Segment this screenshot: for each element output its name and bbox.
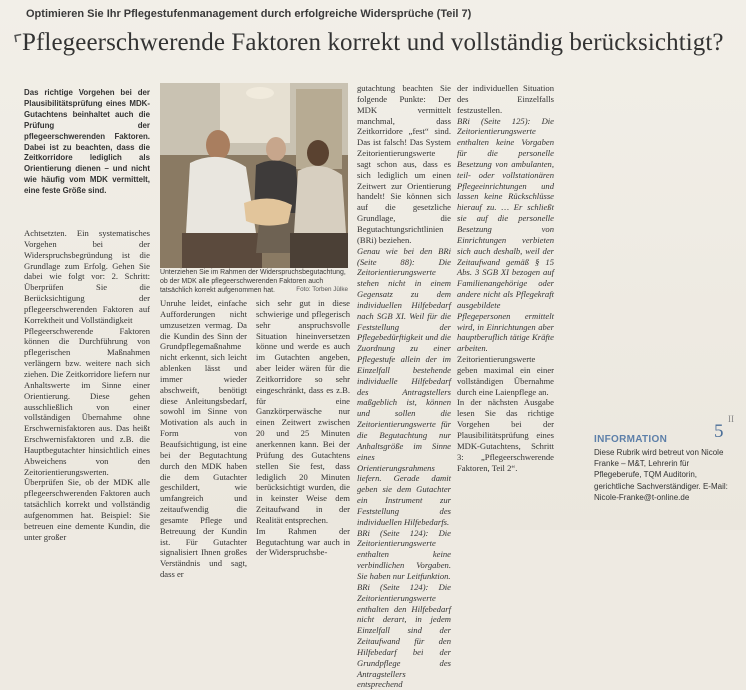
paragraph: Pflegeerschwerende Faktoren können die Durchführung von pflegerischen Maßnahmen verlängern bzw. weitere nach sich ziehen. Die Zeitkorridore liefern nur Anhaltswerte im Sinne einer Orientierung. Diese gehen ausschließlich von einer vollständigen Übernahme ohne Erschwernisfaktoren aus. Das heißt Erschwernisfaktoren und z.B. die Hauptbegutachter hinsichtlich eines Abweichens von den Zeitorientierungswerten.	[24, 325, 150, 477]
series-kicker: Optimieren Sie Ihr Pflegestufenmanagement durch erfolgreiche Widersprüche (Teil 7)	[26, 8, 472, 20]
intro-paragraph: Das richtige Vorgehen bei der Plausibilitätsprüfung eines MDK-Gutachtens beinhaltet auch die Prüfung der pflegeerschwerenden Faktoren. Dabei ist zu beachten, dass die Zeitkorridore lediglich als Orientierung dienen – und nicht wie häufig vom MDK vermittelt, eine feste Größe sind.	[24, 88, 150, 196]
article-column-5	[457, 83, 554, 473]
paragraph: gutachtung beachten Sie folgende Punkte: Der MDK vermittelt manchmal, dass Zeitkorridore „fest“ sind. Das ist falsch! Das System Zeitorientierungswerte sagt schon aus, dass es sich lediglich um einen Zeitwert zur Orientierung handelt! Sie können sich auf die gesetzliche Grundlage, die Begutachtungsrichtlinien (BRi) beziehen.	[357, 83, 451, 245]
article-intro	[24, 88, 150, 197]
paragraph: In der nächsten Ausgabe lesen Sie das richtige Vorgehen bei der Plausibilitätsprüfung eines MDK-Gutachtens, Schritt 3: „Pflegeerschwerende Faktoren, Teil 2“.	[457, 397, 554, 473]
info-text: Diese Rubrik wird betreut von Nicole Franke – M&T, Lehrerin für Pflegeberufe, TQM Auditorin, gerichtliche Sachverständiger. E-Mail: Nicole-Franke@t-online.de	[594, 448, 728, 502]
author-info-box	[594, 434, 734, 503]
paragraph: Achtsetzten. Ein systematisches Vorgehen bei der Widerspruchsbegründung ist die Grundlage zum Erfolg. Gehen Sie dabei wie folgt vor: 2. Schritt: Überprüfen Sie die Berücksichtigung der pflegeerschwerenden Faktoren auf Korrektheit und Vollständigkeit	[24, 228, 150, 325]
nursing-scene-image	[160, 83, 348, 268]
article-column-2	[160, 298, 247, 580]
quote-paragraph: BRi (Seite 124): Die Zeitorientierungswerte enthalten keine verbindlichen Vorgaben. Sie haben nur Leitfunktion.	[357, 527, 451, 581]
paragraph: sich sehr gut in diese schwierige und pflegerisch sehr anspruchsvolle Situation hineinversetzen könne und werde es auch im Gutachten angeben, aber leider wären für die Zeitkorridore so sehr eingeschränkt, dass es z.B. für eine Ganzkörperwäsche nur einen Zeitwert zwischen 20 und 25 Minuten anerkennen kann. Bei der Prüfung des Gutachtens stellen Sie fest, dass lediglich 20 Minuten berücksichtigt wurden, die in keinster Weise dem Zeitaufwand in der Realität entsprechen.	[256, 298, 350, 525]
page-mark: II	[728, 414, 734, 424]
article-headline: Pflegeerschwerende Faktoren korrekt und vollständig berücksichtigt?	[22, 29, 724, 56]
handwritten-mark: ⌜	[11, 30, 27, 57]
article-column-3	[256, 298, 350, 558]
paragraph: Zeitorientierungswerte geben maximal ein einer vollständigen Übernahme durch eine Laienpflege an.	[457, 354, 554, 397]
paragraph: Überprüfen Sie, ob der MDK alle pflegeerschwerenden Faktoren auch tatsächlich korrekt und vollständig aufgenommen hat. Beispiel: Sie betreuen eine demente Kundin, die unter großer	[24, 477, 150, 542]
quote-paragraph: BRi (Seite 124): Die Zeitorientierungswerte enthalten den Hilfebedarf nicht derart, in jedem Einzelfall sind der Zeitaufwand für den Hilfebedarf bei der Grundpflege des Antragstellers entsprechend	[357, 581, 451, 690]
article-photo	[160, 83, 348, 268]
paragraph: der individuellen Situation des Einzelfalls festzustellen.	[457, 83, 554, 115]
photo-caption: Unterziehen Sie im Rahmen der Widerspruchsbegutachtung, ob der MDK alle pflegeerschwerenden Faktoren auch tatsächlich korrekt aufgenommen hat.	[160, 269, 346, 294]
info-heading: INFORMATION	[594, 434, 668, 445]
article-column-1	[24, 228, 150, 542]
quote-paragraph: Genau wie bei den BRi (Seite 88): Die Zeitorientierungswerte stehen nicht in einem Gegensatz zu dem individuellen Hilfebedarf nach SGB XI. Weil für die Feststellung der Pflegebedürftigkeit und die Zuordnung zu einer Pflegestufe allein der im Einzelfall bestehende individuelle Hilfebedarf des Antragstellers maßgeblich ist, können und sollen die Zeitorientierungswerte für die Begutachtung nur Anhaltsgröße im Sinne eines Orientierungsrahmens liefern. Gerade damit geben sie dem Gutachter ein Instrument zur Feststellung des individuellen Hilfebedarfs.	[357, 245, 451, 527]
page-number: 5	[714, 421, 724, 442]
article-column-4	[357, 83, 451, 690]
quote-paragraph: BRi (Seite 125): Die Zeitorientierungswerte enthalten keine Vorgaben für die personelle Besetzung von ambulanten, teil- oder vollstationären Pflegeeinrichtungen und lassen keine Rückschlüsse hierauf zu. … Er schließt sie auf die personelle Besetzung von Einrichtungen verbieten sich auch deshalb, weil der Zeitaufwand gemäß § 15 Abs. 3 SGB XI bezogen auf Familienangehörige oder andere nicht als Pflegekraft ausgebildete Pflegepersonen ermittelt wird, in Einrichtungen aber hauptberuflich tätige Kräfte arbeiten.	[457, 115, 554, 354]
paragraph: Unruhe leidet, einfache Aufforderungen nicht umzusetzen vermag. Da die Kundin des Sinn der Grundpflegemaßnahme nicht erkennt, sich leicht ablenken lässt und immer wieder abschweift, benötigt diese Anleitungsbedarf, sowohl im Sinne von Motivation als auch in Form von Beaufsichtigung, ist eine bei der Begutachtung durch den MDK haben die dem Gutachter geschildert, wie umfangreich und zeitaufwendig die gesamte Pflege und Betreuung der Kundin ist. Für Gutachter signalisiert Ihnen großes Verständnis und sagt, dass er	[160, 298, 247, 580]
paragraph: Im Rahmen der Begutachtung war auch in der Widerspruchsbe-	[256, 525, 350, 558]
photo-credit: Foto: Torben Jülke	[296, 286, 348, 293]
